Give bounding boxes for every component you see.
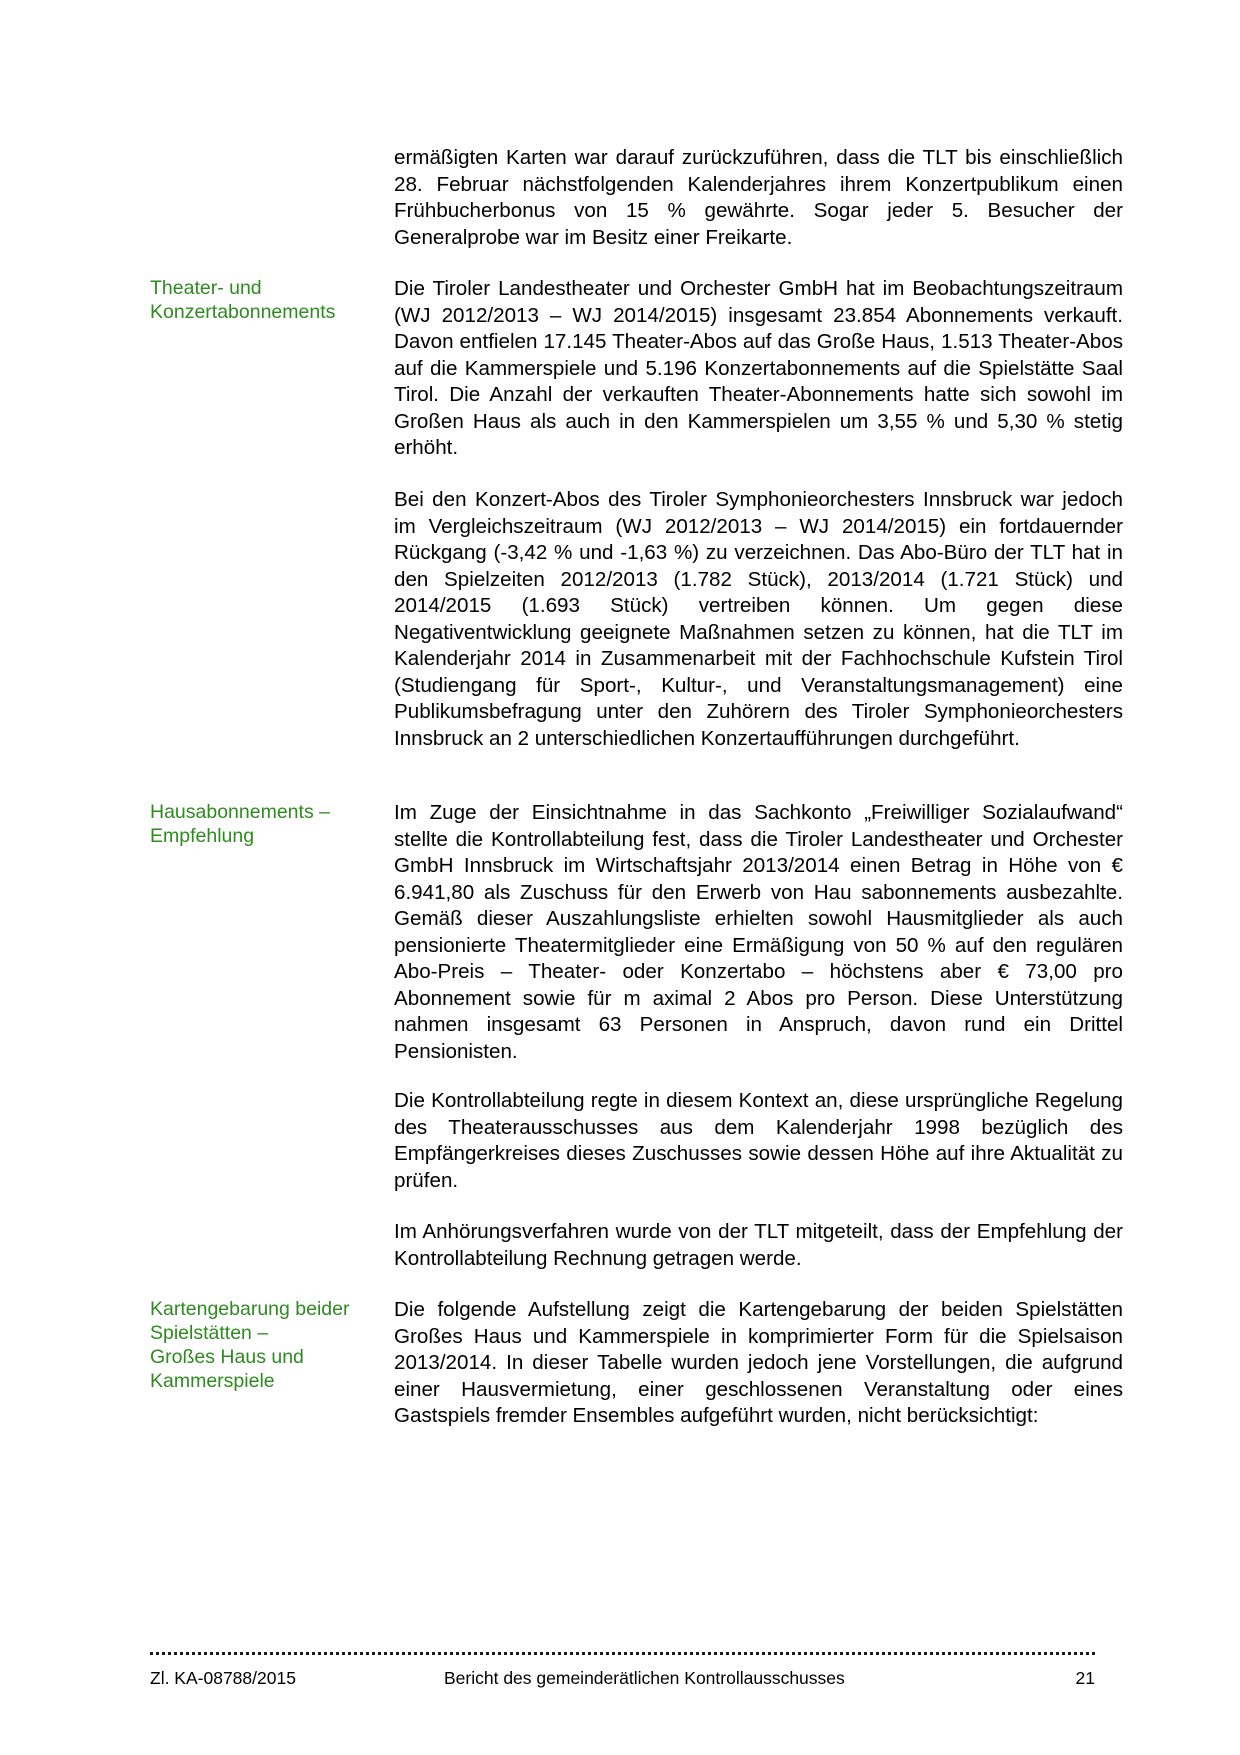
margin-heading-kartengebarung: Kartengebarung beider Spielstätten – Großes Haus und Kammerspiele [150, 1298, 350, 1392]
body-paragraph-3-block [394, 487, 1123, 752]
body-paragraph: Bei den Konzert-Abos des Tiroler Symphonieorchesters Innsbruck war jedoch im Vergleichszeitraum (WJ 2012/2013 – WJ 2014/2015) ein fortdauernder Rückgang (-3,42 % und -1,63 %) zu verzeichnen. Das Abo-Büro der TLT hat in den Spielzeiten 2012/2013 (1.782 Stück), 2013/2014 (1.721 Stück) und 2014/2015 (1.693 Stück) vertreiben können. Um gegen diese Negativentwicklung geeignete Maßnahmen setzen zu können, hat die TLT im Kalenderjahr 2014 in Zusammenarbeit mit der Fachhochschule Kufstein Tirol (Studiengang für Sport-, Kultur-, und Veranstaltungsmanagement) eine Publikumsbefragung unter den Zuhörern des Tiroler Symphonieorchesters Innsbruck an 2 unterschiedlichen Konzertaufführungen durchgeführt. [394, 488, 1123, 750]
body-paragraph-6-block [394, 1219, 1123, 1272]
body-paragraph-7-block [394, 1297, 1123, 1430]
footer-reference: Zl. KA-08788/2015 [150, 1668, 296, 1688]
body-paragraph: Die folgende Aufstellung zeigt die Kartengebarung der beiden Spielstätten Großes Haus und Kammerspiele in komprimierter Form für die Spielsaison 2013/2014. In dieser Tabelle wurden jedoch jene Vorstellungen, die aufgrund einer Hausvermietung, einer geschlossenen Veranstaltung oder eines Gastspiels fremder Ensembles aufgeführt wurden, nicht berücksichtigt: [394, 1298, 1123, 1427]
body-paragraph: Die Tiroler Landestheater und Orchester GmbH hat im Beobachtungszeitraum (WJ 2012/2013 – WJ 2014/2015) insgesamt 23.854 Abonnements verkauft. Davon entfielen 17.145 Theater-Abos auf das Große Haus, 1.513 Theater-Abos auf die Kammerspiele und 5.196 Konzertabonnements auf die Spielstätte Saal Tirol. Die Anzahl der verkauften Theater-Abonnements hatte sich sowohl im Großen Haus als auch in den Kammerspielen um 3,55 % und 5,30 % stetig erhöht. [394, 277, 1123, 459]
body-paragraph: Die Kontrollabteilung regte in diesem Kontext an, diese ursprüngliche Regelung des Theaterausschusses aus dem Kalenderjahr 1998 bezüglich des Empfängerkreises dieses Zuschusses sowie dessen Höhe auf ihre Aktualität zu prüfen. [394, 1089, 1123, 1192]
body-paragraph: Im Anhörungsverfahren wurde von der TLT mitgeteilt, dass der Empfehlung der Kontrollabteilung Rechnung getragen werde. [394, 1220, 1123, 1270]
body-paragraph: Im Zuge der Einsichtnahme in das Sachkonto „Freiwilliger Sozialaufwand“ stellte die Kontrollabteilung fest, dass die Tiroler Landestheater und Orchester GmbH Innsbruck im Wirtschaftsjahr 2013/2014 einen Betrag in Höhe von € 6.941,80 als Zuschuss für den Erwerb von Hau sabonnements ausbezahlte. Gemäß dieser Auszahlungsliste erhielten sowohl Hausmitglieder als auch pensionierte Theatermitglieder eine Ermäßigung von 50 % auf den regulären Abo-Preis – Theater- oder Konzertabo – höchstens aber € 73,00 pro Abonnement sowie für m aximal 2 Abos pro Person. Diese Unterstützung nahmen insgesamt 63 Personen in Anspruch, davon rund ein Drittel Pensionisten. [394, 801, 1123, 1063]
footer-title: Bericht des gemeinderätlichen Kontrollausschusses [444, 1668, 845, 1688]
margin-heading-abonnements: Theater- und Konzertabonnements [150, 277, 336, 323]
footer-divider [150, 1652, 1095, 1655]
margin-heading-hausabonnements: Hausabonnements – Empfehlung [150, 801, 330, 847]
body-paragraph-1-block [394, 145, 1123, 251]
body-paragraph: ermäßigten Karten war darauf zurückzuführen, dass die TLT bis einschließlich 28. Februar nächstfolgenden Kalenderjahres ihrem Konzertpublikum einen Frühbucherbonus von 15 % gewährte. Sogar jeder 5. Besucher der Generalprobe war im Besitz einer Freikarte. [394, 146, 1123, 249]
page-number: 21 [1075, 1668, 1095, 1688]
body-paragraph-4-block [394, 800, 1123, 1065]
body-paragraph-2-block [394, 276, 1123, 462]
body-paragraph-5-block [394, 1088, 1123, 1194]
